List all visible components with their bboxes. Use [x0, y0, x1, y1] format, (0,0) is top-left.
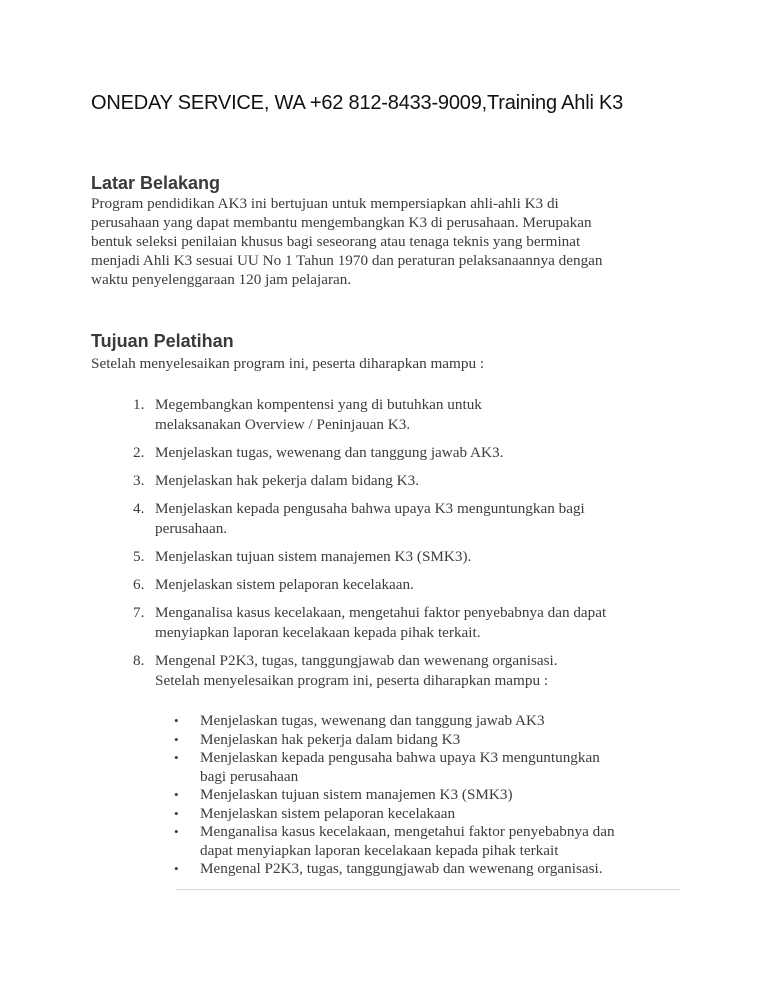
bullet-item — [0, 712, 670, 731]
paragraph-line: menjadi Ahli K3 sesuai UU No 1 Tahun 1970 dan peraturan pelaksanaannya dengan — [91, 252, 603, 269]
latar-belakang-paragraph — [91, 194, 681, 289]
bullet-item — [0, 805, 670, 824]
bullet-item-text: Mengenal P2K3, tugas, tanggungjawab dan wewenang organisasi. — [200, 860, 603, 877]
bullet-item-text: Menjelaskan tugas, wewenang dan tanggung jawab AK3 — [200, 712, 545, 729]
list-item-text: Menjelaskan hak pekerja dalam bidang K3. — [155, 472, 420, 489]
paragraph-line: waktu penyelenggaraan 120 jam pelajaran. — [91, 271, 352, 288]
section-heading-tujuan-pelatihan: Tujuan Pelatihan — [91, 331, 234, 351]
list-number: 1. — [133, 396, 145, 413]
bullet-dot-icon: • — [174, 805, 179, 821]
bullet-dot-icon: • — [174, 787, 179, 802]
paragraph-line: Program pendidikan AK3 ini bertujuan untuk mempersiapkan ahli-ahli K3 di — [91, 195, 559, 212]
list-item-text: Menjelaskan tugas, wewenang dan tanggung jawab AK3. — [155, 444, 504, 461]
bullet-item-text: Menganalisa kasus kecelakaan, mengetahui faktor penyebabnya dan — [200, 823, 615, 840]
list-item-text: Setelah menyelesaikan program ini, peserta diharapkan mampu : — [155, 672, 549, 689]
list-item — [0, 443, 655, 463]
list-item — [0, 651, 655, 691]
document-title: ONEDAY SERVICE, WA +62 812-8433-9009,Training Ahli K3 — [91, 92, 624, 114]
divider-line — [176, 889, 680, 890]
bullet-item-text: Menjelaskan sistem pelaporan kecelakaan — [200, 804, 456, 822]
list-number: 8. — [133, 652, 145, 669]
bullet-item-text: Menjelaskan hak pekerja dalam bidang K3 — [200, 730, 461, 748]
list-item — [0, 575, 655, 595]
bullet-item — [0, 860, 670, 879]
section-heading-latar-belakang: Latar Belakang — [91, 173, 221, 193]
bullet-item-text: dapat menyiapkan laporan kecelakaan kepada pihak terkait — [200, 841, 559, 859]
bullet-item — [0, 786, 670, 805]
list-item — [0, 395, 655, 435]
bullet-item — [0, 823, 670, 860]
bullet-dot-icon: • — [174, 861, 179, 876]
bullet-item-text: bagi perusahaan — [200, 767, 299, 785]
list-item — [0, 499, 655, 539]
list-item-text: Mengenal P2K3, tugas, tanggungjawab dan wewenang organisasi. — [155, 652, 558, 669]
bullet-dot-icon: • — [174, 750, 179, 765]
bullet-item-text: Menjelaskan tujuan sistem manajemen K3 (SMK3) — [200, 786, 513, 803]
list-item-text: Megembangkan kompentensi yang di butuhkan untuk — [155, 396, 482, 413]
list-item — [0, 471, 655, 491]
list-number: 7. — [133, 604, 145, 621]
paragraph-line: bentuk seleksi penilaian khusus bagi seseorang atau tenaga teknis yang berminat — [91, 233, 581, 250]
list-number: 3. — [133, 472, 145, 489]
list-item-text: menyiapkan laporan kecelakaan kepada pihak terkait. — [155, 624, 481, 641]
bullet-dot-icon: • — [174, 731, 179, 747]
list-number: 4. — [133, 500, 145, 517]
list-item-text: Menjelaskan kepada pengusaha bahwa upaya K3 menguntungkan bagi — [155, 500, 585, 517]
paragraph-line: perusahaan yang dapat membantu mengembangkan K3 di perusahaan. Merupakan — [91, 214, 592, 231]
bullet-dot-icon: • — [174, 824, 179, 839]
list-item-text: Menjelaskan tujuan sistem manajemen K3 (SMK3). — [155, 548, 472, 565]
list-number: 2. — [133, 444, 145, 461]
bullet-item-text: Menjelaskan kepada pengusaha bahwa upaya K3 menguntungkan — [200, 749, 600, 766]
numbered-list — [0, 395, 655, 699]
list-item — [0, 603, 655, 643]
list-item-text: Menganalisa kasus kecelakaan, mengetahui faktor penyebabnya dan dapat — [155, 604, 607, 621]
bullet-list — [0, 712, 670, 879]
bullet-item — [0, 749, 670, 786]
list-number: 6. — [133, 576, 145, 593]
list-number: 5. — [133, 548, 145, 565]
bullet-dot-icon: • — [174, 713, 179, 728]
tujuan-intro: Setelah menyelesaikan program ini, peserta diharapkan mampu : — [91, 355, 485, 372]
list-item — [0, 547, 655, 567]
list-item-text: melaksanakan Overview / Peninjauan K3. — [155, 416, 411, 433]
list-item-text: perusahaan. — [155, 520, 228, 537]
list-item-text: Menjelaskan sistem pelaporan kecelakaan. — [155, 576, 414, 593]
bullet-item — [0, 731, 670, 750]
